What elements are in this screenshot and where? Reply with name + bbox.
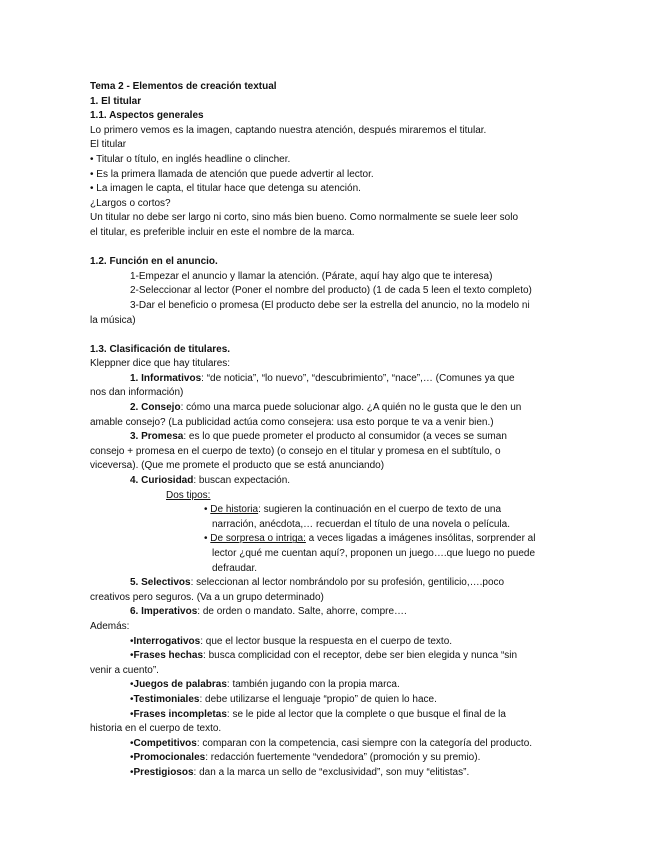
blank-line — [90, 328, 570, 343]
paragraph: Lo primero vemos es la imagen, captando nuestra atención, después miraremos el titular. — [90, 124, 487, 136]
paragraph: Kleppner dice que hay titulares: — [90, 358, 231, 370]
definition: : también jugando con la propia marca. — [226, 679, 400, 691]
definition: : dan a la marca un sello de “exclusividad”, son muy “elitistas”. — [193, 766, 470, 778]
ademas-label: Además: — [90, 620, 130, 632]
class-item-cont: creativos pero seguros. (Va a un grupo determinado) — [90, 591, 324, 603]
term: 3. Promesa — [130, 431, 184, 443]
doc-title: Tema 2 - Elementos de creación textual — [90, 81, 277, 92]
term: Prestigiosos — [133, 766, 194, 778]
term: Juegos de palabras — [133, 679, 227, 691]
extra-item: •Frases hechas: busca complicidad con el receptor, debe ser bien elegida y nunca “sin — [130, 650, 518, 662]
extra-item-cont: venir a cuento”. — [90, 664, 159, 676]
class-item-cont: nos dan información) — [90, 387, 184, 399]
definition: : seleccionan al lector nombrándolo por su profesión, gentilicio,….poco — [190, 577, 505, 589]
blank-line — [90, 241, 570, 256]
term: Promocionales — [133, 752, 206, 764]
subtype-item-cont: lector ¿qué me cuentan aquí?, proponen un juego….que luego no puede — [212, 548, 536, 559]
paragraph: Un titular no debe ser largo ni corto, sino más bien bueno. Como normalmente se suele leer solo — [90, 212, 519, 224]
subtypes-label: Dos tipos: — [166, 489, 211, 501]
term: De historia — [210, 504, 259, 516]
definition: : es lo que puede prometer el producto al consumidor (a veces se suman — [183, 431, 507, 443]
function-item: 3-Dar el beneficio o promesa (El producto debe ser la estrella del anuncio, no la modelo ni — [130, 299, 530, 311]
class-item-cont: viceversa). (Que me promete el producto que se está anunciando) — [90, 460, 385, 472]
term: 5. Selectivos — [130, 577, 191, 589]
term: 6. Imperativos — [130, 606, 198, 618]
extra-item: •Juegos de palabras: también jugando con la propia marca. — [130, 679, 400, 691]
definition: : busca complicidad con el receptor, debe ser bien elegida y nunca “sin — [203, 650, 518, 662]
extra-item: •Prestigiosos: dan a la marca un sello de “exclusividad”, son muy “elitistas”. — [130, 766, 470, 778]
definition: : redacción fuertemente “vendedora” (promoción y su premio). — [205, 752, 481, 764]
term: Testimoniales — [133, 693, 200, 705]
definition: : se le pide al lector que la complete o que busque el final de la — [226, 708, 506, 720]
definition: a veces ligadas a imágenes insólitas, sorprender al — [305, 533, 536, 545]
document-page — [90, 80, 570, 781]
bullet-item: • La imagen le capta, el titular hace que detenga su atención. — [90, 183, 361, 195]
term: 4. Curiosidad — [130, 475, 194, 487]
subtype-item: • De sorpresa o intriga: a veces ligadas a imágenes insólitas, sorprender al — [204, 533, 536, 545]
class-item-6 — [90, 605, 570, 620]
paragraph: ¿Largos o cortos? — [90, 197, 171, 209]
extra-item: •Testimoniales: debe utilizarse el lenguaje “propio” de quien lo hace. — [130, 693, 437, 705]
extra-item: •Interrogativos: que el lector busque la respuesta en el cuerpo de texto. — [130, 635, 453, 647]
term: De sorpresa o intriga: — [210, 533, 306, 545]
function-item: 2-Seleccionar al lector (Poner el nombre del producto) (1 de cada 5 leen el texto completo) — [130, 285, 532, 297]
extra-item: •Competitivos: comparan con la competencia, casi siempre con la categoría del producto. — [130, 737, 533, 749]
definition: : debe utilizarse el lenguaje “propio” de quien lo hace. — [199, 693, 437, 705]
subtype-item-cont: defraudar. — [212, 562, 258, 574]
definition: : de orden o mandato. Salte, ahorre, compre…. — [197, 606, 407, 618]
section-1-1-heading: 1.1. Aspectos generales — [90, 110, 204, 122]
function-item-cont: la música) — [90, 314, 136, 326]
term: Competitivos — [133, 737, 197, 749]
term: 1. Informativos — [130, 372, 202, 384]
class-item-1 — [90, 372, 570, 387]
extra-item: •Frases incompletas: se le pide al lector que la complete o que busque el final de la — [130, 708, 506, 720]
term: Frases hechas — [133, 650, 204, 662]
subtype-item: • De historia: sugieren la continuación en el cuerpo de texto de una — [204, 504, 502, 516]
definition: : sugieren la continuación en el cuerpo de texto de una — [258, 504, 502, 516]
subtype-item-cont: narración, anécdota,… recuerdan el título de una novela o película. — [212, 518, 510, 530]
definition: : “de noticia”, “lo nuevo”, “descubrimiento”, “nace”,… (Comunes ya que — [201, 372, 515, 384]
definition: : cómo una marca puede solucionar algo. ¿A quién no le gusta que le den un — [180, 402, 522, 414]
definition: : que el lector busque la respuesta en el cuerpo de texto. — [200, 635, 453, 647]
section-1-heading: 1. El titular — [90, 95, 142, 107]
section-1-3-heading: 1.3. Clasificación de titulares. — [90, 343, 231, 355]
term: Interrogativos — [133, 635, 201, 647]
term: Frases incompletas — [133, 708, 227, 720]
definition: : buscan expectación. — [193, 475, 291, 487]
definition: : comparan con la competencia, casi siempre con la categoría del producto. — [196, 737, 533, 749]
class-item-cont: amable consejo? (La publicidad actúa como consejera: usa esto porque te va a venir bien.) — [90, 416, 494, 428]
class-item-2 — [90, 401, 570, 416]
bullet-item: • Titular o título, en inglés headline o clincher. — [90, 153, 291, 165]
class-item-cont: consejo + promesa en el cuerpo de texto) (o consejo en el titular y promesa en el subtítulo, o — [90, 445, 501, 457]
paragraph: el titular, es preferible incluir en este el nombre de la marca. — [90, 226, 355, 238]
term: 2. Consejo — [130, 402, 181, 414]
class-item-3 — [90, 430, 570, 445]
function-item: 1-Empezar el anuncio y llamar la atención. (Párate, aquí hay algo que te interesa) — [130, 270, 493, 282]
section-1-2-heading: 1.2. Función en el anuncio. — [90, 256, 218, 268]
class-item-5 — [90, 576, 570, 591]
extra-item: •Promocionales: redacción fuertemente “vendedora” (promoción y su premio). — [130, 752, 481, 764]
class-item-4 — [90, 474, 570, 489]
paragraph: El titular — [90, 139, 127, 151]
bullet-item: • Es la primera llamada de atención que puede advertir al lector. — [90, 168, 374, 180]
extra-item-cont: historia en el cuerpo de texto. — [90, 723, 222, 735]
